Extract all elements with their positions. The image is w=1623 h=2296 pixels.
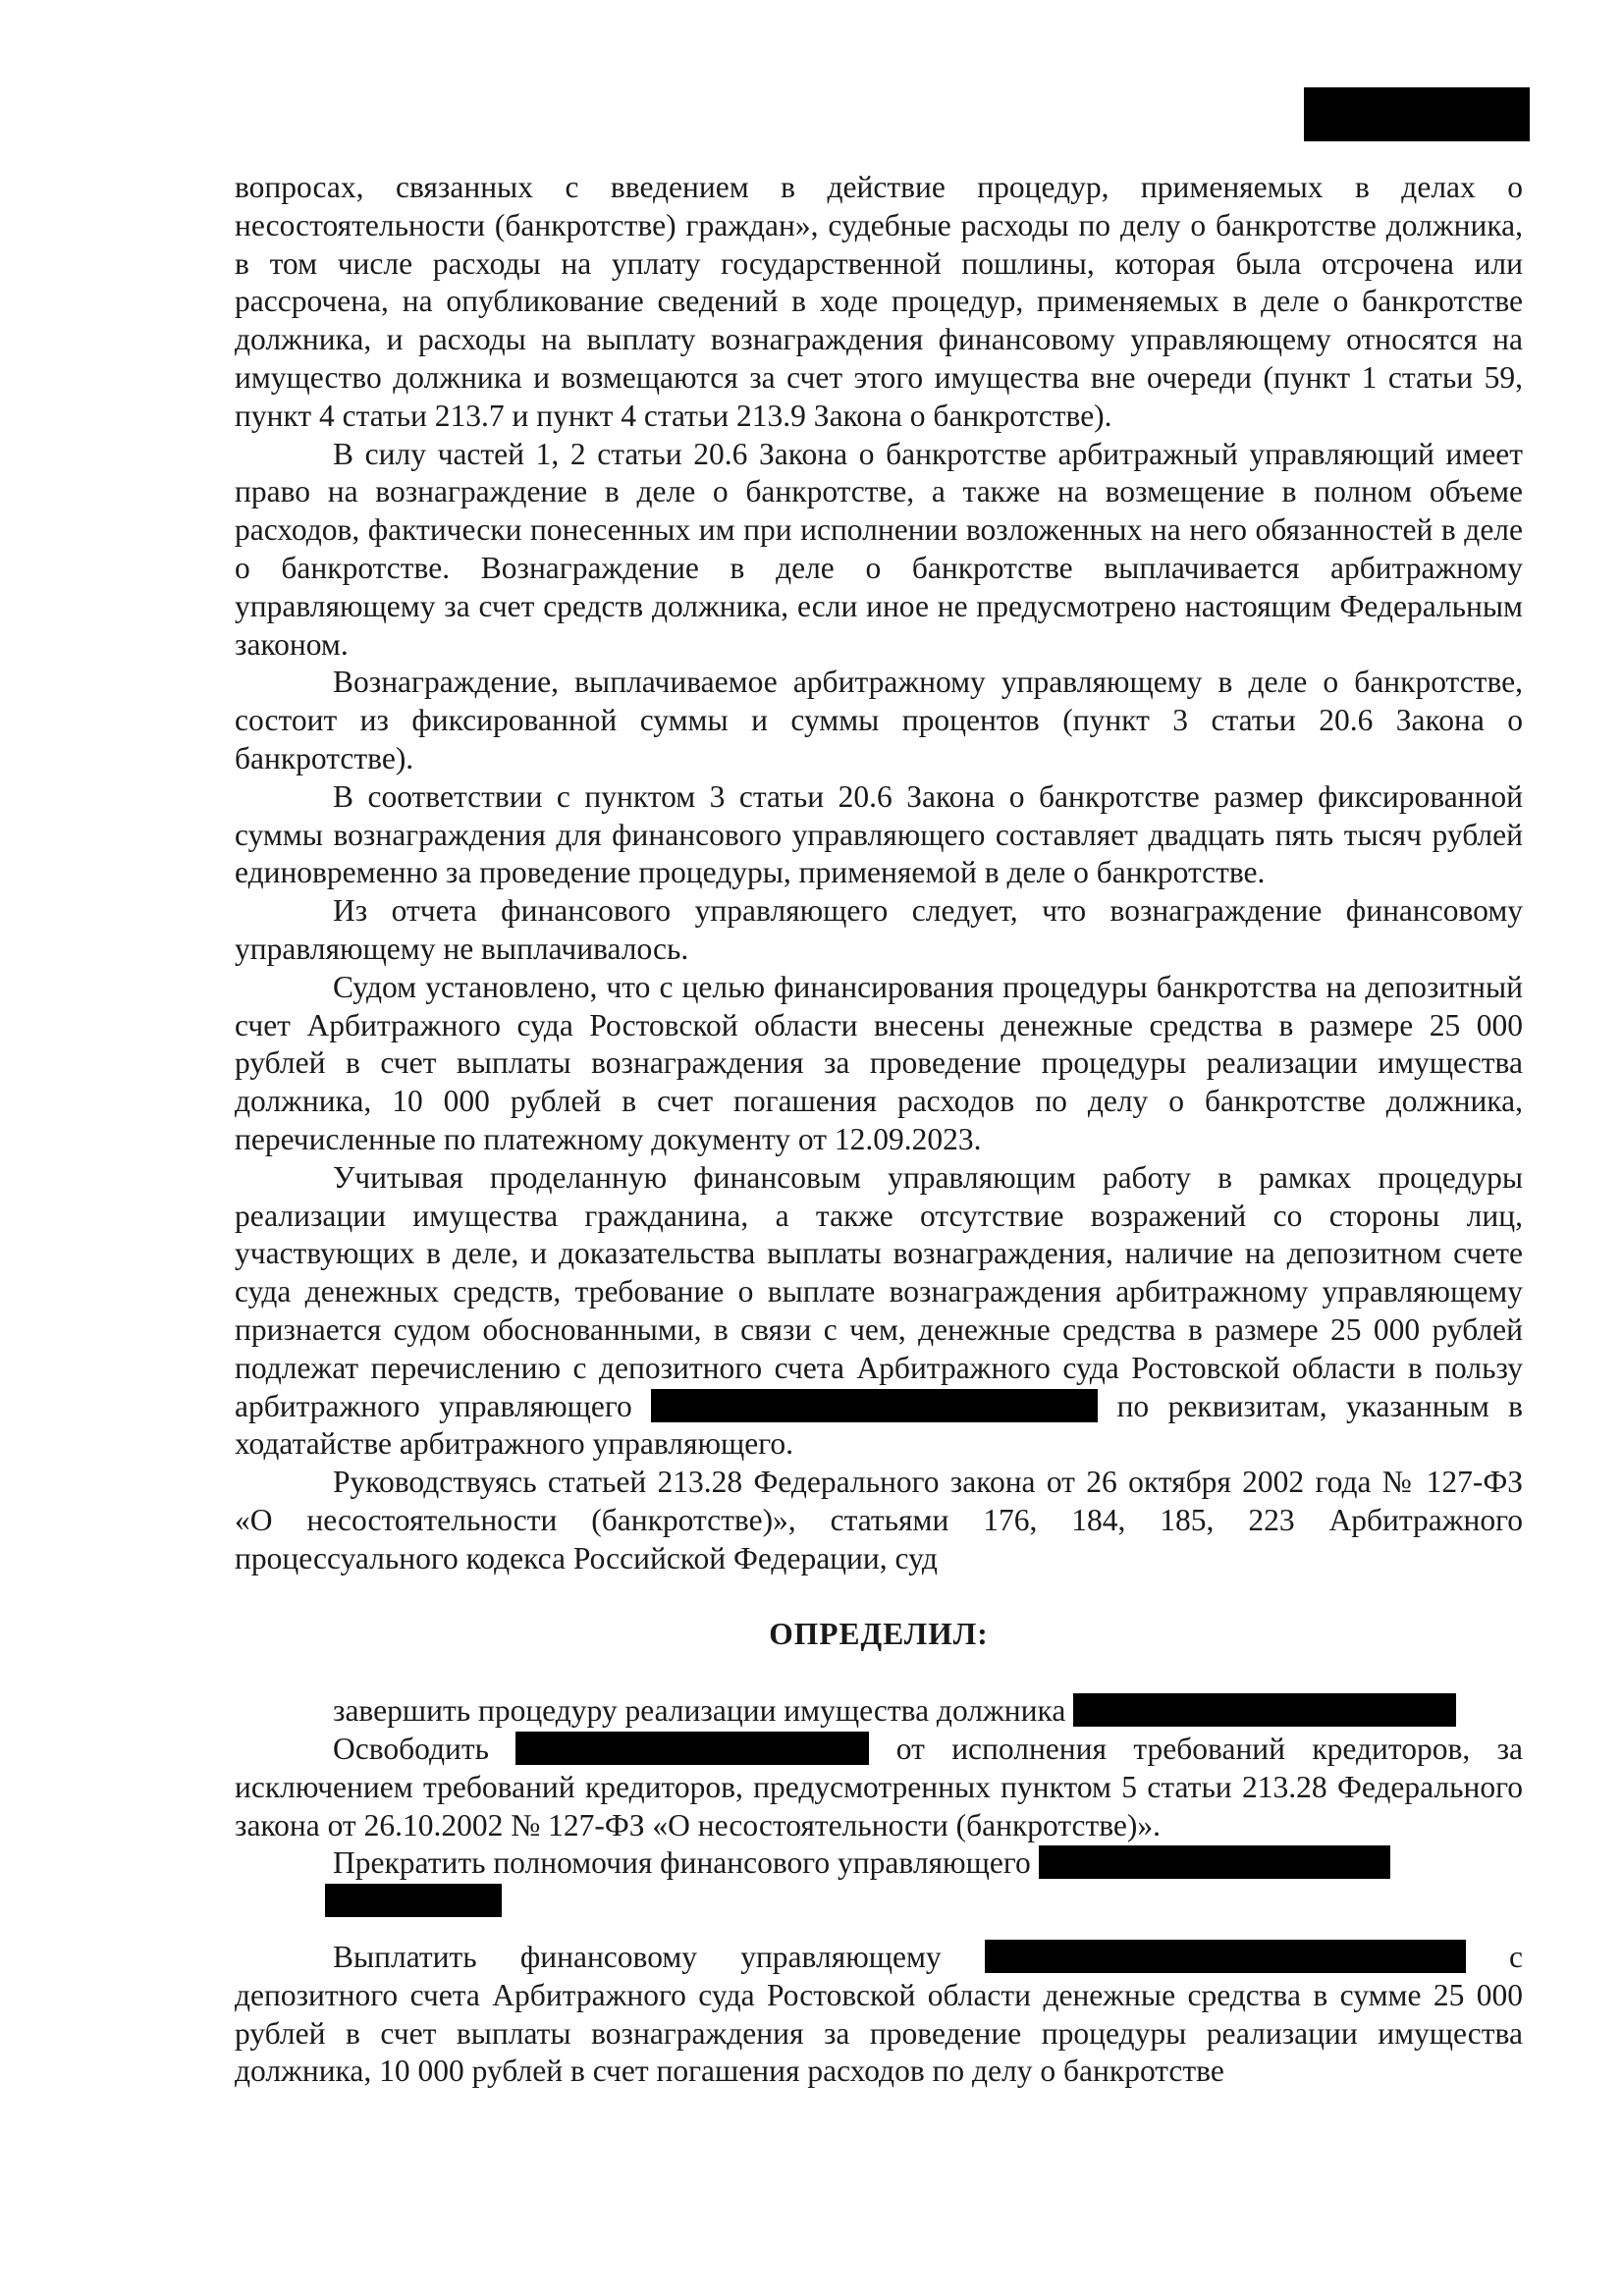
page-number-redaction [1304, 87, 1530, 141]
paragraph-7 [235, 1159, 1523, 1464]
paragraph-4: В соответствии с пунктом 3 статьи 20.6 Закона о банкротстве размер фиксированной суммы вознаграждения для финансового управляющего составляет двадцать пять тысяч рублей единовременно за проведение процедуры, применяемой в деле о банкротстве. [235, 778, 1523, 890]
paragraph-6: Судом установлено, что с целью финансирования процедуры банкротства на депозитный счет Арбитражного суда Ростовской области внесены денежные средства в размере 25 000 рублей в счет выплаты вознаграждения за проведение процедуры реализации имущества должника, 10 000 рублей в счет погашения расходов по делу о банкротстве должника, перечисленные по платежному документу от 12.09.2023. [235, 969, 1523, 1156]
paragraph-3: Вознаграждение, выплачиваемое арбитражному управляющему в деле о банкротстве, состоит из фиксированной суммы и суммы процентов (пункт 3 статьи 20.6 Закона о банкротстве). [235, 665, 1523, 775]
paragraph-8: Руководствуясь статьей 213.28 Федерального закона от 26 октября 2002 года № 127-ФЗ «О несостоятельности (банкротстве)», статьями 176, 184, 185, 223 Арбитражного процессуального кодекса Российской Федерации, суд [235, 1465, 1523, 1575]
ruling-4-tail: с депозитного счета Арбитражного суда Ростовской области денежные средства в сумме 25 000 рублей в счет выплаты вознаграждения за проведение процедуры реализации имущества должника, 10 000 рублей в счет погашения расходов по делу о банкротстве [235, 1940, 1523, 2089]
ruling-3 [235, 1844, 1523, 1921]
redaction [515, 1732, 869, 1765]
paragraph-7-tail: по реквизитам, указанным в ходатайстве арбитражного управляющего. [235, 1388, 1524, 1462]
paragraph-7-text: Учитывая проделанную финансовым управляющим работу в рамках процедуры реализации имущества гражданина, а также отсутствие возражений со стороны лиц, участвующих в деле, и доказательства выплаты вознаграждения, наличие на депозитном счете суда денежных средств, требование о выплате вознаграждения арбитражному управляющему признается судом обоснованными, в связи с чем, денежные средства в размере 25 000 рублей подлежат перечислению с депозитного счета Арбитражного суда Ростовской области в пользу арбитражного управляющего [235, 1159, 1523, 1423]
paragraph-5: Из отчета финансового управляющего следует, что вознаграждение финансовому управляющему не выплачивалось. [235, 893, 1523, 966]
paragraph-2: В силу частей 1, 2 статьи 20.6 Закона о банкротстве арбитражный управляющий имеет право на вознаграждение в деле о банкротстве, а также на возмещение в полном объеме расходов, фактически понесенных им при исполнении возложенных на него обязанностей в деле о банкротстве. Вознаграждение в деле о банкротстве выплачивается арбитражному управляющему за счет средств должника, если иное не предусмотрено настоящим Федеральным законом. [235, 436, 1523, 662]
ruling-4 [235, 1939, 1523, 2091]
ruling-3-text: Прекратить полномочия финансового управляющего [333, 1845, 1031, 1881]
redaction [325, 1884, 502, 1917]
paragraph-1: вопросах, связанных с введением в действие процедур, применяемых в делах о несостоятельности (банкротстве) граждан», судебные расходы по делу о банкротстве должника, в том числе расходы на уплату государственной пошлины, которая была отсрочена или рассрочена, на опубликование сведений в ходе процедур, применяемых в деле о банкротстве должника, и расходы на выплату вознаграждения финансовому управляющему относятся на имущество должника и возмещаются за счет этого имущества вне очереди (пункт 1 статьи 59, пункт 4 статьи 213.7 и пункт 4 статьи 213.9 Закона о банкротстве). [235, 170, 1523, 433]
ruling-1 [235, 1692, 1523, 1731]
redaction [1073, 1693, 1456, 1727]
ruling-1-text: завершить процедуру реализации имущества должника [333, 1693, 1066, 1729]
ruling-2-tail: от исполнения требований кредиторов, за исключением требований кредиторов, предусмотренных пунктом 5 статьи 213.28 Федерального закона от 26.10.2002 № 127-ФЗ «О несостоятельности (банкротстве)». [235, 1732, 1524, 1842]
redaction [651, 1389, 1098, 1422]
document-body [235, 169, 1523, 2091]
decision-heading: ОПРЕДЕЛИЛ: [769, 1617, 989, 1652]
redaction [985, 1940, 1466, 1973]
redaction [1039, 1845, 1390, 1879]
ruling-2 [235, 1731, 1523, 1844]
ruling-2-text: Освободить [333, 1732, 490, 1767]
ruling-4-text: Выплатить финансовому управляющему [333, 1940, 942, 1975]
